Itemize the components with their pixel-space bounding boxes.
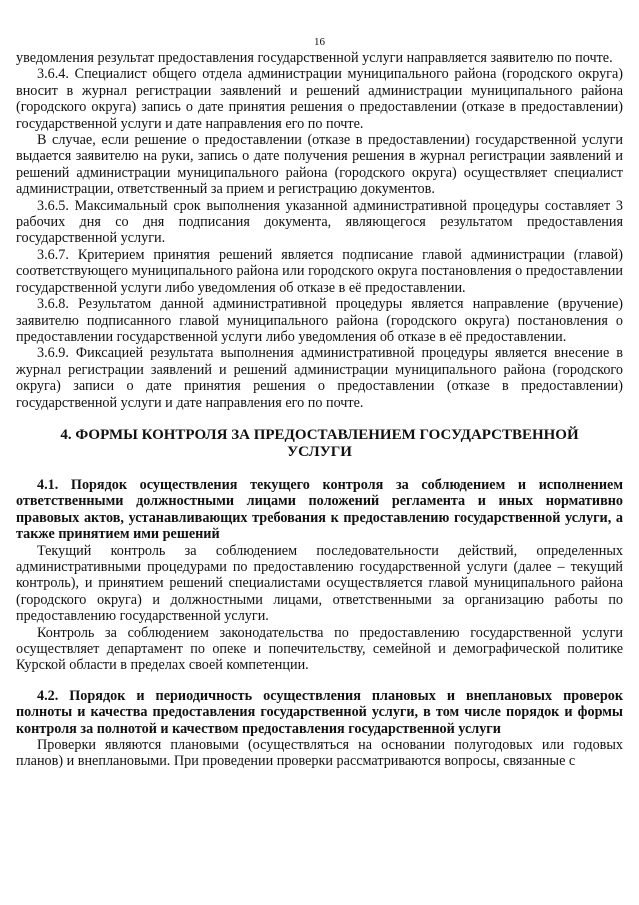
paragraph-3-6-5: 3.6.5. Максимальный срок выполнения указанной административной процедуры составляет 3 рабочих дня со дня подписания документа, являющегося результатом предоставления государственной услуги.	[16, 197, 623, 247]
spacer	[16, 674, 623, 688]
paragraph-legislation-control: Контроль за соблюдением законодательства по предоставлению государственной услуги осуществляет департамент по опеке и попечительству, семейной и демографической политике Курской области в пределах своей компетенции.	[16, 624, 623, 674]
paragraph-in-case: В случае, если решение о предоставлении (отказе в предоставлении) государственной услуги выдается заявителю на руки, запись о дате получения решения в журнал регистрации заявлений и решений администрации муниципального района (городского округа) осуществляет специалист администрации, ответственный за прием и регистрацию документов.	[16, 132, 623, 198]
page-number: 16	[314, 36, 325, 48]
paragraph-3-6-7: 3.6.7. Критерием принятия решений является подписание главой администрации (главой) соответствующего муниципального района или городского округа постановления о предоставлении государственной услуги либо уведомления об отказе в её предоставлении.	[16, 246, 623, 296]
paragraph-3-6-9: 3.6.9. Фиксацией результата выполнения административной процедуры является внесение в журнал регистрации заявлений и решений администрации муниципального района (городского округа) записи о дате принятия решения о предоставлении (отказе в предоставлении) государственной услуги и дате направления его по почте.	[16, 345, 623, 411]
page-body	[16, 50, 623, 770]
paragraph-current-control: Текущий контроль за соблюдением последовательности действий, определенных административными процедурами по предоставлению государственной услуги (далее – текущий контроль), и принятием решений специалистами осуществляется главой муниципального района (городского округа) и должностными лицами, ответственными за организацию работы по предоставлению государственной услуги.	[16, 542, 623, 625]
paragraph-3-6-4: 3.6.4. Специалист общего отдела администрации муниципального района (городского округа) вносит в журнал регистрации заявлений и решений администрации муниципального района (городского округа) запись о дате принятия решения о предоставлении (отказе в предоставлении) государственной услуги и дате направления его по почте.	[16, 66, 623, 132]
paragraph-continuation: уведомления результат предоставления государственной услуги направляется заявителю по почте.	[16, 50, 613, 66]
paragraph-inspections: Проверки являются плановыми (осуществляться на основании полугодовых или годовых планов) и внеплановыми. При проведении проверки рассматриваются вопросы, связанные с	[16, 737, 623, 770]
paragraph-3-6-8: 3.6.8. Результатом данной административной процедуры является направление (вручение) заявителю подписанного главой муниципального района (городского округа) постановления о предоставлении государственной услуги либо уведомления об отказе в её предоставлении.	[16, 296, 623, 345]
subsection-4-2-heading: 4.2. Порядок и периодичность осуществления плановых и внеплановых проверок полноты и качества предоставления государственной услуги, в том числе порядок и формы контроля за полнотой и качеством предоставления государственной услуги	[16, 687, 623, 737]
subsection-4-1-heading: 4.1. Порядок осуществления текущего контроля за соблюдением и исполнением ответственными должностными лицами положений регламента и иных нормативно правовых актов, устанавливающих требования к предоставлению государственной услуги, а также принятием ими решений	[16, 476, 623, 543]
section-4-heading: 4. ФОРМЫ КОНТРОЛЯ ЗА ПРЕДОСТАВЛЕНИЕМ ГОСУДАРСТВЕННОЙ УСЛУГИ	[60, 426, 579, 460]
